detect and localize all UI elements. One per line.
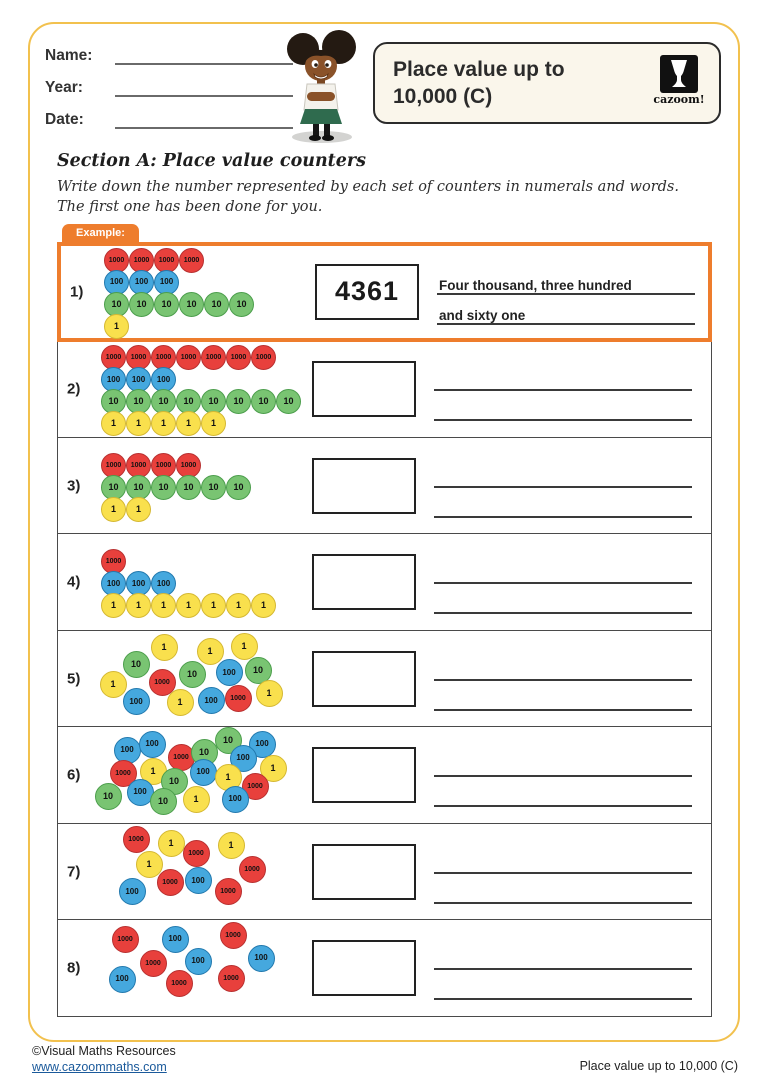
words-answer-area xyxy=(434,920,692,1016)
numeral-answer-box[interactable] xyxy=(312,458,416,514)
counter-100: 100 xyxy=(248,945,275,972)
counter-10: 10 xyxy=(191,739,218,766)
counter-1: 1 xyxy=(260,755,287,782)
counter-10: 10 xyxy=(226,475,251,500)
words-answer-line1-text: Four thousand, three hundred xyxy=(439,277,632,293)
counter-group-1000 xyxy=(101,549,276,571)
counter-10: 10 xyxy=(179,292,204,317)
counter-100: 100 xyxy=(101,571,126,596)
counter-1000: 1000 xyxy=(151,345,176,370)
year-label: Year: xyxy=(45,79,83,96)
counter-1: 1 xyxy=(151,411,176,436)
counter-group-1 xyxy=(101,497,251,519)
words-answer-area xyxy=(434,341,692,437)
counter-100: 100 xyxy=(198,687,225,714)
counter-1000: 1000 xyxy=(218,965,245,992)
date-field-row xyxy=(45,110,293,129)
words-answer-line1[interactable] xyxy=(434,872,692,874)
counter-groups xyxy=(101,345,301,433)
counter-1: 1 xyxy=(201,593,226,618)
counter-1000: 1000 xyxy=(239,856,266,883)
counter-group-1 xyxy=(104,314,254,336)
counter-10: 10 xyxy=(161,768,188,795)
counter-10: 10 xyxy=(126,475,151,500)
counter-10: 10 xyxy=(151,389,176,414)
counter-100: 100 xyxy=(126,571,151,596)
question-number: 6) xyxy=(67,766,81,784)
counter-10: 10 xyxy=(226,389,251,414)
counter-10: 10 xyxy=(179,661,206,688)
counter-1: 1 xyxy=(256,680,283,707)
question-number: 5) xyxy=(67,670,81,687)
words-answer-area xyxy=(434,727,692,823)
counter-1: 1 xyxy=(126,411,151,436)
counter-1000: 1000 xyxy=(101,453,126,478)
words-answer-line1[interactable] xyxy=(434,582,692,584)
question-number: 4) xyxy=(67,573,81,591)
counter-1000: 1000 xyxy=(123,826,150,853)
name-input-line[interactable] xyxy=(115,46,293,65)
words-answer-line2[interactable] xyxy=(437,323,695,325)
words-answer-line1[interactable] xyxy=(434,968,692,970)
counter-100: 100 xyxy=(190,759,217,786)
counter-1: 1 xyxy=(158,830,185,857)
counter-1: 1 xyxy=(197,638,224,665)
cazoom-logo xyxy=(651,55,707,106)
words-answer-line2[interactable] xyxy=(434,612,692,614)
counter-group-1 xyxy=(101,411,301,433)
question-number: 7) xyxy=(67,863,81,880)
counter-group-1000 xyxy=(101,453,251,475)
example-tab: Example: xyxy=(62,224,139,243)
numeral-answer-box[interactable] xyxy=(312,361,416,417)
counter-1000: 1000 xyxy=(140,950,167,977)
counter-1: 1 xyxy=(100,671,127,698)
counter-10: 10 xyxy=(215,727,242,754)
counter-10: 10 xyxy=(229,292,254,317)
counter-100: 100 xyxy=(129,270,154,295)
counter-100: 100 xyxy=(114,737,141,764)
words-answer-area xyxy=(437,246,695,338)
counter-100: 100 xyxy=(230,745,257,772)
counter-1: 1 xyxy=(151,634,178,661)
footer-copyright: ©Visual Maths Resources xyxy=(32,1044,176,1058)
counter-100: 100 xyxy=(151,571,176,596)
counter-1000: 1000 xyxy=(168,744,195,771)
worksheet-title-box xyxy=(373,42,721,124)
counter-100: 100 xyxy=(222,786,249,813)
counter-1000: 1000 xyxy=(251,345,276,370)
name-label: Name: xyxy=(45,47,93,64)
counter-1: 1 xyxy=(126,593,151,618)
question-number: 2) xyxy=(67,380,81,398)
counter-1000: 1000 xyxy=(220,922,247,949)
question-row-3 xyxy=(57,437,712,535)
counter-100: 100 xyxy=(101,367,126,392)
counter-100: 100 xyxy=(119,878,146,905)
counter-1: 1 xyxy=(215,764,242,791)
words-answer-area xyxy=(434,534,692,630)
date-input-line[interactable] xyxy=(115,110,293,129)
counter-10: 10 xyxy=(176,475,201,500)
counter-1000: 1000 xyxy=(225,685,252,712)
counter-1: 1 xyxy=(151,593,176,618)
counter-1: 1 xyxy=(101,411,126,436)
counter-10: 10 xyxy=(154,292,179,317)
counter-1: 1 xyxy=(136,851,163,878)
question-number: 1) xyxy=(70,283,84,300)
words-answer-line1[interactable] xyxy=(434,679,692,681)
counter-10: 10 xyxy=(126,389,151,414)
question-row-8 xyxy=(57,919,712,1017)
question-row-2 xyxy=(57,340,712,438)
counter-1: 1 xyxy=(183,786,210,813)
cazoom-logo-text: cazoom! xyxy=(653,93,705,106)
counter-10: 10 xyxy=(129,292,154,317)
counter-1000: 1000 xyxy=(242,773,269,800)
worksheet-title xyxy=(375,56,565,111)
counter-10: 10 xyxy=(276,389,301,414)
counter-100: 100 xyxy=(104,270,129,295)
counter-10: 10 xyxy=(101,475,126,500)
counter-1000: 1000 xyxy=(154,248,179,273)
counter-1: 1 xyxy=(104,314,129,339)
counter-1000: 1000 xyxy=(157,869,184,896)
title-line-2: 10,000 (C) xyxy=(393,85,493,108)
counter-1: 1 xyxy=(218,832,245,859)
counter-100: 100 xyxy=(216,659,243,686)
student-character-illustration xyxy=(276,30,368,149)
counter-10: 10 xyxy=(101,389,126,414)
words-answer-area xyxy=(434,824,692,920)
question-rows xyxy=(57,243,712,1017)
counter-1000: 1000 xyxy=(110,760,137,787)
counter-1: 1 xyxy=(176,593,201,618)
words-answer-line2[interactable] xyxy=(434,998,692,1000)
counter-100: 100 xyxy=(151,367,176,392)
words-answer-line1[interactable] xyxy=(434,486,692,488)
counter-10: 10 xyxy=(123,651,150,678)
year-field-row xyxy=(45,78,293,97)
counter-1: 1 xyxy=(167,689,194,716)
counter-10: 10 xyxy=(201,475,226,500)
year-input-line[interactable] xyxy=(115,78,293,97)
counter-100: 100 xyxy=(154,270,179,295)
cazoom-logo-icon xyxy=(660,55,698,93)
counter-10: 10 xyxy=(251,389,276,414)
numeral-answer-box[interactable] xyxy=(312,554,416,610)
counter-1: 1 xyxy=(226,593,251,618)
counter-10: 10 xyxy=(204,292,229,317)
counter-1: 1 xyxy=(101,593,126,618)
words-answer-line2[interactable] xyxy=(434,805,692,807)
counter-10: 10 xyxy=(151,475,176,500)
words-answer-line2[interactable] xyxy=(434,902,692,904)
counter-group-10 xyxy=(101,389,301,411)
counter-groups xyxy=(101,549,276,615)
counter-1000: 1000 xyxy=(176,345,201,370)
numeral-answer-box[interactable] xyxy=(312,844,416,900)
words-answer-area xyxy=(434,438,692,534)
counter-group-100 xyxy=(101,571,276,593)
counter-100: 100 xyxy=(185,948,212,975)
counter-1000: 1000 xyxy=(126,345,151,370)
footer-worksheet-name: Place value up to 10,000 (C) xyxy=(579,1059,738,1073)
question-row-7 xyxy=(57,823,712,921)
counter-group-100 xyxy=(104,270,254,292)
words-answer-line2-text: and sixty one xyxy=(439,307,526,323)
counter-10: 10 xyxy=(176,389,201,414)
numeral-answer-box[interactable] xyxy=(312,747,416,803)
counter-1: 1 xyxy=(101,497,126,522)
counter-1000: 1000 xyxy=(201,345,226,370)
section-instructions: Write down the number represented by each set of counters in numerals and words. The first one has been done for you. xyxy=(57,179,679,216)
counter-1: 1 xyxy=(176,411,201,436)
page-footer xyxy=(32,1044,738,1075)
question-row-5 xyxy=(57,630,712,728)
counter-100: 100 xyxy=(109,966,136,993)
footer-website-link[interactable]: www.cazoommaths.com xyxy=(32,1059,167,1074)
counter-groups xyxy=(104,248,254,336)
section-heading: Section A: Place value counters xyxy=(57,151,366,171)
title-line-1: Place value up to xyxy=(393,57,565,81)
counter-1000: 1000 xyxy=(101,549,126,574)
counter-1: 1 xyxy=(231,633,258,660)
counter-1000: 1000 xyxy=(166,970,193,997)
counter-groups xyxy=(101,453,251,519)
words-answer-line2[interactable] xyxy=(434,419,692,421)
counter-1000: 1000 xyxy=(226,345,251,370)
words-answer-line1[interactable] xyxy=(437,293,695,295)
question-number: 3) xyxy=(67,477,81,494)
counter-1000: 1000 xyxy=(101,345,126,370)
counter-10: 10 xyxy=(150,788,177,815)
counter-group-1000 xyxy=(104,248,254,270)
counter-1: 1 xyxy=(126,497,151,522)
counter-100: 100 xyxy=(162,926,189,953)
words-answer-line1[interactable] xyxy=(434,389,692,391)
counter-1000: 1000 xyxy=(151,453,176,478)
question-row-4 xyxy=(57,533,712,631)
counter-100: 100 xyxy=(127,779,154,806)
counter-1000: 1000 xyxy=(112,926,139,953)
numeral-answer-value: 4361 xyxy=(334,276,400,306)
question-number: 8) xyxy=(67,959,81,977)
counter-group-1000 xyxy=(101,345,301,367)
words-answer-line2[interactable] xyxy=(434,516,692,518)
date-label: Date: xyxy=(45,111,84,128)
counter-100: 100 xyxy=(139,731,166,758)
counter-100: 100 xyxy=(123,688,150,715)
name-field-row xyxy=(45,46,293,65)
counter-1000: 1000 xyxy=(183,840,210,867)
counter-1: 1 xyxy=(251,593,276,618)
numeral-answer-box[interactable] xyxy=(312,651,416,707)
counter-10: 10 xyxy=(104,292,129,317)
counter-100: 100 xyxy=(249,731,276,758)
words-answer-area xyxy=(434,631,692,727)
counter-1000: 1000 xyxy=(129,248,154,273)
words-answer-line2[interactable] xyxy=(434,709,692,711)
question-row-1 xyxy=(57,242,712,342)
counter-1000: 1000 xyxy=(126,453,151,478)
counter-10: 10 xyxy=(245,657,272,684)
counter-1000: 1000 xyxy=(149,669,176,696)
question-row-6 xyxy=(57,726,712,824)
counter-group-100 xyxy=(101,367,301,389)
counter-1000: 1000 xyxy=(215,878,242,905)
counter-group-10 xyxy=(104,292,254,314)
counter-1: 1 xyxy=(201,411,226,436)
counter-group-1 xyxy=(101,593,276,615)
counter-100: 100 xyxy=(185,867,212,894)
counter-100: 100 xyxy=(126,367,151,392)
counter-10: 10 xyxy=(201,389,226,414)
numeral-answer-box[interactable] xyxy=(315,264,419,320)
counter-1000: 1000 xyxy=(104,248,129,273)
counter-10: 10 xyxy=(95,783,122,810)
words-answer-line1[interactable] xyxy=(434,775,692,777)
counter-group-10 xyxy=(101,475,251,497)
counter-1000: 1000 xyxy=(179,248,204,273)
numeral-answer-box[interactable] xyxy=(312,940,416,996)
counter-1000: 1000 xyxy=(176,453,201,478)
counter-1: 1 xyxy=(140,758,167,785)
